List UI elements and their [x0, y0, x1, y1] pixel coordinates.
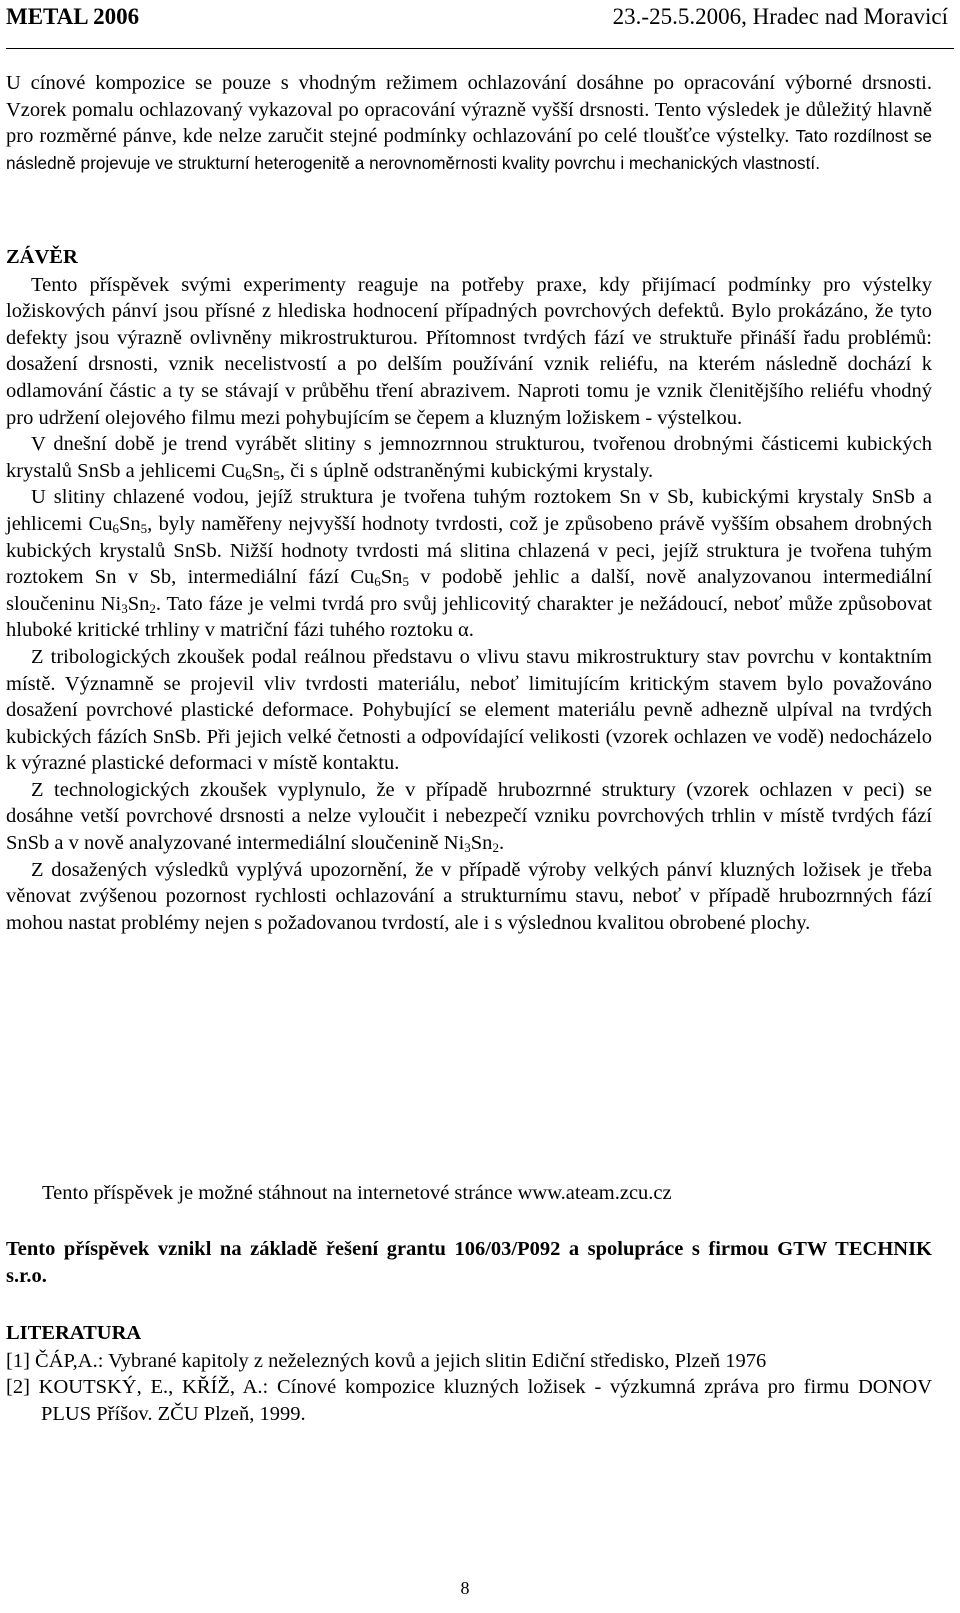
- intro-serif-text: U cínové kompozice se pouze s vhodným režimem ochlazování dosáhne po opracování výborné drsnosti. Vzorek pomalu ochlazovaný vykazoval po opracování výrazně vyšší drsnosti. Tento výsledek je důležitý hlavně pro rozměrné pánve, kde nelze zaručit stejné podmínky ochlazování po celé tloušťce výstelky.: [6, 72, 932, 148]
- conclusion-paragraph-1: Tento příspěvek svými experimenty reaguje na potřeby praxe, kdy přijímací podmínky pro výstelky ložiskových pánví jsou přísné z hlediska hodnocení případných povrchových defektů. Bylo prokázáno, že tyto defekty jsou výrazně ovlivněny mikrostrukturou. Přítomnost tvrdých fází ve struktuře přináší řadu problémů: dosažení drsnosti, vznik necelistvostí a po delším používání vznik reliéfu, na kterém následně dochází k odlamování částic a ty se stávají v průběhu tření abrazivem. Naproti tomu je vznik členitějšího reliéfu vhodný pro udržení olejového filmu mezi pohybujícím se čepem a kluzným ložiskem - výstelkou.: [6, 273, 932, 429]
- reference-1: [1] ČÁP,A.: Vybrané kapitoly z neželezných kovů a jejich slitin Ediční středisko, Plzeň 1976: [6, 1349, 767, 1372]
- page-number: 8: [460, 1578, 470, 1598]
- intro-sans-text: Tato rozdílnost se následně projevuje ve strukturní heterogenitě a nerovnoměrnosti kvality povrchu i mechanických vlastností.: [6, 126, 932, 173]
- conclusion-paragraph-5: Z technologických zkoušek vyplynulo, že v případě hrubozrnné struktury (vzorek ochlazen v peci) se dosáhne vetší povrchové drsnosti a nelze vyloučit i nebezpečí vzniku povrchových trhlin v místě tvrdých fází SnSb a v nově analyzované intermediální sloučenině $Ni_3Sn_2$.: [6, 778, 932, 856]
- conclusion-paragraph-2: V dnešní době je trend vyrábět slitiny s jemnozrnnou strukturou, tvořenou drobnými částicemi kubických krystalů SnSb a jehlicemi $Cu_6Sn_5$, či s úplně odstraněnými kubickými krystaly.: [6, 433, 932, 483]
- intro-paragraph: [6, 70, 932, 176]
- download-note-text: Tento příspěvek je možné stáhnout na internetové stránce www.ateam.zcu.cz: [42, 1182, 672, 1204]
- header-divider: [6, 48, 954, 49]
- acknowledgement: Tento příspěvek vznikl na základě řešení grantu 106/03/P092 a spolupráce s firmou GTW TECHNIK s.r.o.: [6, 1238, 932, 1287]
- literature-section: [6, 1320, 932, 1427]
- conclusion-heading: ZÁVĚR: [6, 246, 78, 268]
- conclusion-section: [6, 244, 932, 936]
- conclusion-paragraph-3: U slitiny chlazené vodou, jejíž struktura je tvořena tuhým roztokem Sn v Sb, kubickými krystaly SnSb a jehlicemi $Cu_6Sn_5$, byly naměřeny nejvyšší hodnoty tvrdosti, což je způsobeno právě vyšším obsahem drobných kubických krystalů SnSb. Nižší hodnoty tvrdosti má slitina chlazená v peci, jejíž struktura je tvořena tuhým roztokem Sn v Sb, intermediální fází $Cu_6Sn_5$ v podobě jehlic a další, nově analyzovanou intermediální sloučeninu $Ni_3Sn_2$. Tato fáze je velmi tvrdá pro svůj jehlicovitý charakter je nežádoucí, neboť může způsobovat hluboké kritické trhliny v matriční fázi tuhého roztoku α.: [6, 486, 932, 642]
- conclusion-paragraph-6: Z dosažených výsledků vyplývá upozornění, že v případě výroby velkých pánví kluzných ložisek je třeba věnovat zvýšenou pozornost rychlosti ochlazování a strukturnímu stavu, neboť v případě hrubozrnných fází mohou nastat problémy nejen s požadovanou tvrdostí, ale i s výslednou kvalitou obrobené plochy.: [6, 858, 932, 934]
- page-header: [6, 2, 954, 32]
- literature-heading: LITERATURA: [6, 1322, 142, 1344]
- conclusion-paragraph-4: Z tribologických zkoušek podal reálnou představu o vlivu stavu mikrostruktury stav povrchu v kontaktním místě. Významně se projevil vliv tvrdosti materiálu, neboť limitujícím kritickým stavem bylo považováno dosažení povrchové plastické deformace. Pohybující se element materiálu pevně adhezně ulpíval na tvrdých kubických fázích SnSb. Při jejich velké četnosti a odpovídající velikosti (vzorek ochlazen ve vodě) nedocházelo k výrazné plastické deformaci v místě kontaktu.: [6, 645, 932, 775]
- download-note: [6, 1180, 932, 1207]
- conference-title: METAL 2006: [6, 4, 140, 29]
- reference-2: [2] KOUTSKÝ, E., KŘÍŽ, A.: Cínové kompozice kluzných ložisek - výzkumná zpráva pro firmu DONOV PLUS Příšov. ZČU Plzeň, 1999.: [6, 1376, 932, 1425]
- conference-date-place: 23.-25.5.2006, Hradec nad Moravicí: [612, 4, 948, 29]
